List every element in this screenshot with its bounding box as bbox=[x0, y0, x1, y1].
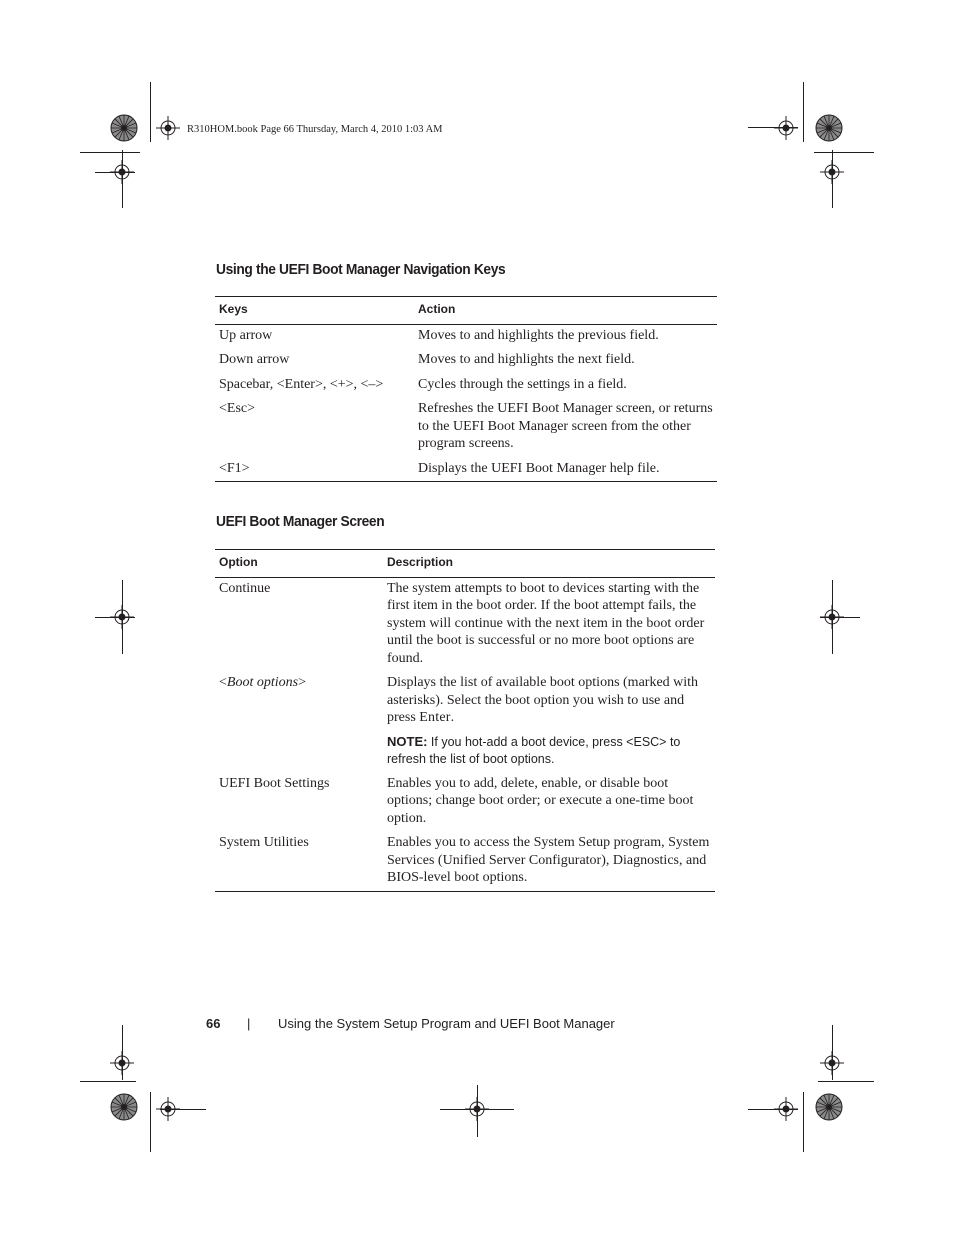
description-cell: Enables you to add, delete, enable, or disable boot options; change boot order; or execute a one-time boot option. bbox=[387, 775, 694, 826]
navigation-keys-table bbox=[215, 296, 717, 482]
table-row bbox=[215, 674, 715, 775]
note-label: NOTE: bbox=[387, 733, 428, 749]
action-cell: Displays the UEFI Boot Manager help file. bbox=[414, 460, 717, 482]
table-row bbox=[215, 376, 717, 401]
table-row bbox=[215, 324, 717, 351]
table-row bbox=[215, 460, 717, 482]
key-cell: <F1> bbox=[215, 460, 414, 482]
description-cell: Displays the list of available boot options (marked with asterisks). Select the boot option you wish to use and press Enter. NOTE: If you hot-add a boot device, press <ESC> to refresh the list of boot options. bbox=[383, 674, 715, 775]
table-row bbox=[215, 775, 715, 835]
column-header-description: Description bbox=[383, 550, 715, 578]
option-cell: System Utilities bbox=[215, 834, 383, 891]
boot-manager-options-table bbox=[215, 549, 715, 892]
table-row bbox=[215, 351, 717, 376]
table-row bbox=[215, 834, 715, 891]
registration-disc-icon bbox=[110, 114, 138, 142]
enter-key-label: Enter bbox=[419, 710, 451, 725]
section-heading-navigation-keys: Using the UEFI Boot Manager Navigation Keys bbox=[216, 261, 506, 278]
action-cell: Refreshes the UEFI Boot Manager screen, or returns to the UEFI Boot Manager screen from the other program screens. bbox=[418, 401, 713, 451]
column-header-action: Action bbox=[414, 297, 717, 325]
key-cell: <Esc> bbox=[219, 401, 256, 416]
registration-disc-icon bbox=[815, 1093, 843, 1121]
option-cell: UEFI Boot Settings bbox=[219, 775, 330, 791]
key-cell: Up arrow bbox=[219, 327, 273, 343]
column-header-option: Option bbox=[215, 550, 383, 578]
action-cell: Moves to and highlights the previous field. bbox=[418, 327, 659, 343]
action-cell: Cycles through the settings in a field. bbox=[418, 376, 627, 392]
registration-mark-icon bbox=[774, 116, 798, 140]
footer-separator: | bbox=[247, 1016, 251, 1031]
section-heading-boot-manager-screen: UEFI Boot Manager Screen bbox=[216, 513, 385, 530]
boot-options-placeholder: Boot options bbox=[226, 675, 299, 690]
table-row bbox=[215, 400, 717, 460]
print-slug: R310HOM.book Page 66 Thursday, March 4, 2010 1:03 AM bbox=[187, 124, 443, 135]
registration-disc-icon bbox=[815, 114, 843, 142]
key-cell: Down arrow bbox=[219, 352, 290, 367]
option-cell: <Boot options> bbox=[219, 675, 306, 690]
action-cell: Moves to and highlights the next field. bbox=[418, 352, 635, 367]
note-text: If you hot-add a boot device, press <ESC> to refresh the list of boot options. bbox=[387, 734, 681, 766]
option-cell: Continue bbox=[219, 580, 271, 596]
column-header-keys: Keys bbox=[215, 297, 414, 325]
description-cell: The system attempts to boot to devices starting with the first item in the boot order. If the boot attempt fails, the system will continue with the next item in the boot order until the boot is successful or no more boot options are found. bbox=[387, 580, 705, 666]
page-number: 66 bbox=[206, 1016, 221, 1031]
table-row bbox=[215, 577, 715, 674]
registration-disc-icon bbox=[110, 1093, 138, 1121]
note-callout bbox=[387, 733, 711, 768]
key-cell: Spacebar, <Enter>, <+>, <–> bbox=[219, 376, 384, 392]
registration-mark-icon bbox=[156, 116, 180, 140]
footer-chapter-title: Using the System Setup Program and UEFI Boot Manager bbox=[278, 1016, 615, 1031]
description-cell: Enables you to access the System Setup program, System Services (Unified Server Configurator), Diagnostics, and BIOS-level boot options. bbox=[383, 834, 715, 891]
